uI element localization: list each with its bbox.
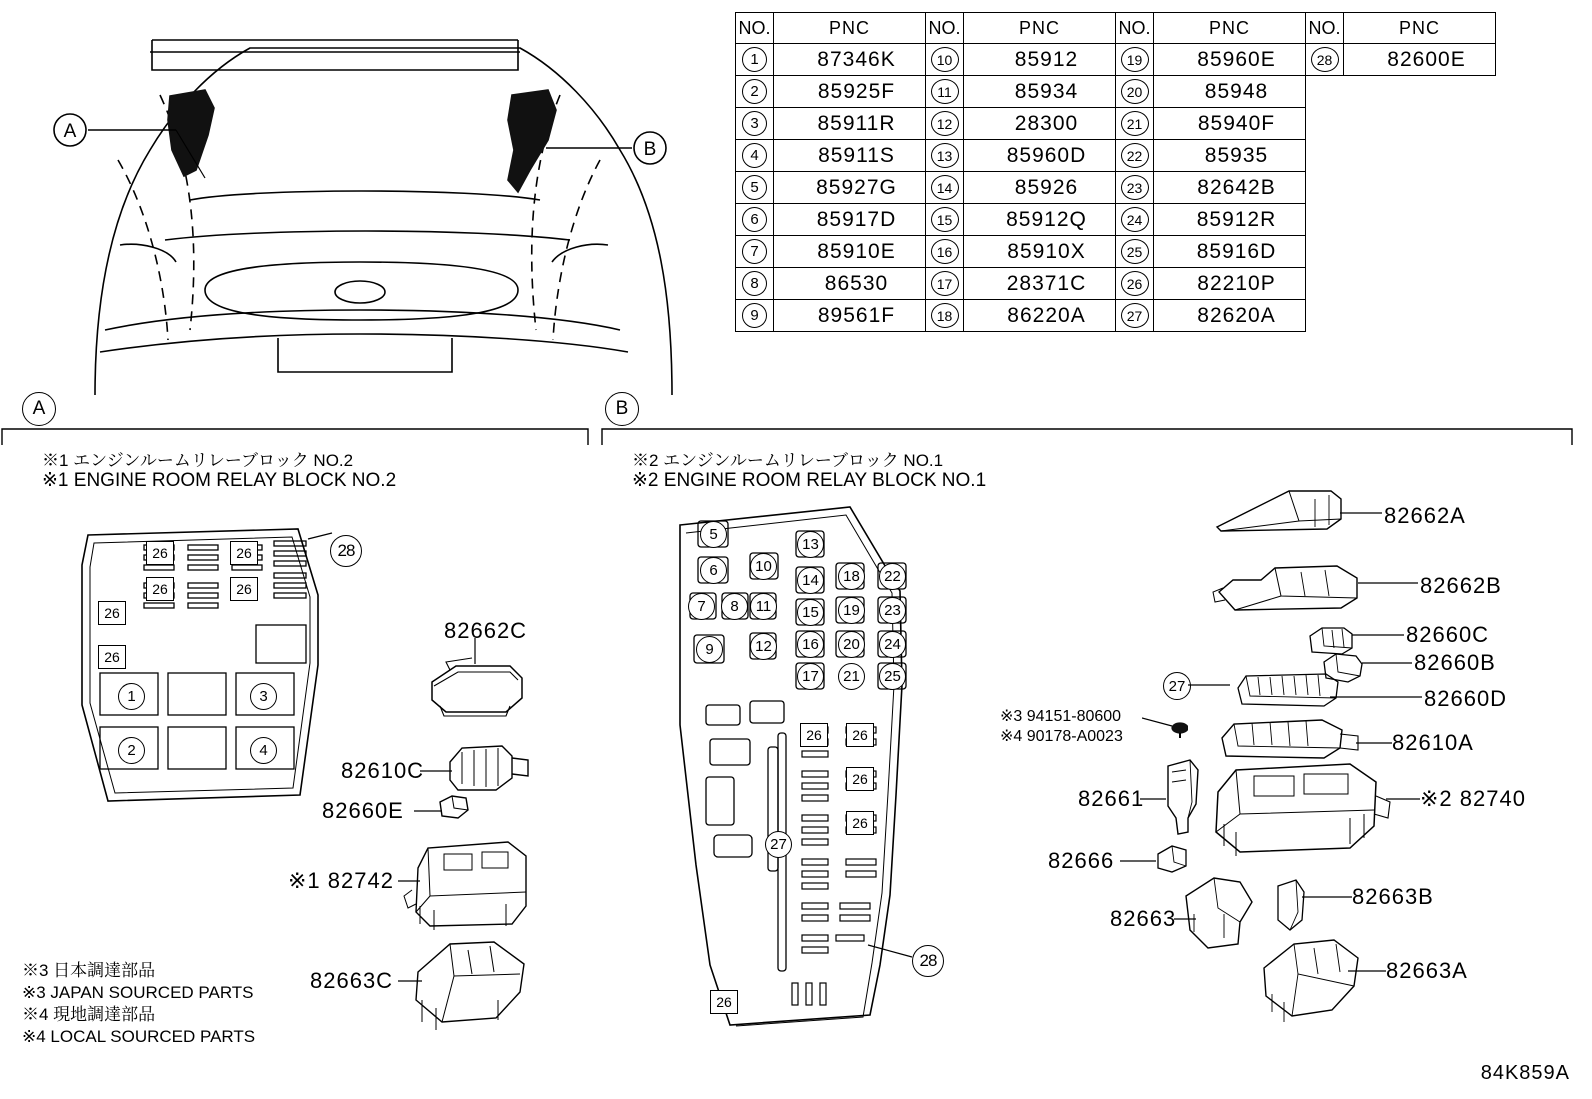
cell-no	[1116, 108, 1154, 140]
block-b-num-26d: 26	[846, 811, 874, 835]
block-b-num-22: 22	[879, 563, 906, 590]
cell-pnc: 85934	[964, 76, 1116, 108]
block-b-num-5: 5	[700, 521, 727, 548]
block-a-num-1: 1	[118, 683, 145, 710]
block-b-num-9: 9	[696, 636, 723, 663]
item-number: 8	[742, 271, 767, 296]
cell-pnc: 85917D	[774, 204, 926, 236]
block-b-num-18: 18	[838, 563, 865, 590]
item-number: 12	[931, 111, 959, 136]
cell-pnc: 85911S	[774, 140, 926, 172]
table-header-row	[736, 13, 1496, 44]
block-b-num-15: 15	[797, 599, 824, 626]
cell-no	[926, 268, 964, 300]
table-row	[736, 44, 1496, 76]
cell-pnc: 85910X	[964, 236, 1116, 268]
cell-pnc: 85925F	[774, 76, 926, 108]
cell-empty	[1344, 300, 1496, 332]
block-b-num-23: 23	[879, 597, 906, 624]
header-no-3: NO.	[1116, 13, 1154, 44]
note-4-en: ※4 LOCAL SOURCED PARTS	[22, 1027, 256, 1046]
header-pnc-3: PNC	[1154, 13, 1306, 44]
cell-no	[1116, 268, 1154, 300]
part-label-82663A: 82663A	[1386, 958, 1468, 983]
block-a-num-26b: 26	[230, 541, 258, 565]
item-number: 11	[931, 79, 959, 104]
block-b-num-26e: 26	[710, 990, 738, 1014]
cell-no	[736, 108, 774, 140]
part-82662B-drawing	[1205, 558, 1385, 618]
cell-empty	[1306, 172, 1344, 204]
cell-pnc: 82210P	[1154, 268, 1306, 300]
cell-no	[926, 140, 964, 172]
table-row	[736, 204, 1496, 236]
cell-pnc: 85935	[1154, 140, 1306, 172]
cell-pnc: 85960E	[1154, 44, 1306, 76]
note-3-jp: ※3 日本調達部品	[22, 961, 156, 980]
block-a-num-26a: 26	[146, 541, 174, 565]
part-label-82660D: 82660D	[1424, 686, 1508, 711]
cell-pnc: 85910E	[774, 236, 926, 268]
table-row	[736, 76, 1496, 108]
block-a-num-26c: 26	[146, 577, 174, 601]
cell-no	[736, 44, 774, 76]
block-b-num-26c: 26	[846, 767, 874, 791]
block-b-num-7: 7	[688, 593, 715, 620]
vehicle-front-view	[0, 0, 720, 400]
section-a-title-jp: ※1 エンジンルームリレーブロック NO.2	[42, 451, 354, 470]
cell-empty	[1344, 108, 1496, 140]
cell-no	[1116, 140, 1154, 172]
table-body	[736, 44, 1496, 332]
section-a-bracket	[0, 425, 600, 445]
item-number: 23	[1121, 175, 1149, 200]
svg-text:B: B	[643, 139, 657, 160]
cell-pnc: 85912R	[1154, 204, 1306, 236]
cell-pnc: 89561F	[774, 300, 926, 332]
item-number: 7	[742, 239, 767, 264]
part-label-82660B: 82660B	[1414, 650, 1496, 675]
cell-empty	[1306, 300, 1344, 332]
part-label-82610A: 82610A	[1392, 730, 1474, 755]
item-number: 10	[931, 47, 959, 72]
item-number: 2	[742, 79, 767, 104]
header-pnc-2: PNC	[964, 13, 1116, 44]
table-row	[736, 108, 1496, 140]
item-number: 15	[931, 207, 959, 232]
cell-pnc: 28371C	[964, 268, 1116, 300]
cell-empty	[1344, 204, 1496, 236]
part-num-27-circle: 27	[1163, 672, 1191, 700]
parts-number-table	[735, 12, 1496, 332]
cell-no	[926, 300, 964, 332]
cell-pnc: 85948	[1154, 76, 1306, 108]
cell-empty	[1344, 236, 1496, 268]
cell-empty	[1306, 204, 1344, 236]
table-row	[736, 300, 1496, 332]
cell-no	[1116, 76, 1154, 108]
block-b-num-6: 6	[700, 557, 727, 584]
block-b-num-20: 20	[838, 631, 865, 658]
cell-no	[1116, 236, 1154, 268]
cell-pnc: 28300	[964, 108, 1116, 140]
item-number: 19	[1121, 47, 1149, 72]
cell-empty	[1306, 76, 1344, 108]
cell-empty	[1344, 172, 1496, 204]
cell-pnc: 85926	[964, 172, 1116, 204]
section-b-label-circle	[605, 392, 639, 426]
diagram-code: 84K859A	[1480, 1062, 1570, 1084]
cell-no	[736, 140, 774, 172]
part-label-82663B: 82663B	[1352, 884, 1434, 909]
item-number: 27	[1121, 303, 1149, 328]
block-a-num-26e: 26	[98, 601, 126, 625]
item-number: 26	[1121, 271, 1149, 296]
cell-empty	[1344, 268, 1496, 300]
part-label-82662B: 82662B	[1420, 573, 1502, 598]
cell-no	[926, 236, 964, 268]
part-82740-drawing	[1200, 752, 1400, 862]
cell-no	[736, 172, 774, 204]
part-label-90178: ※4 90178-A0023	[1000, 728, 1123, 745]
item-number: 6	[742, 207, 767, 232]
cell-pnc: 86220A	[964, 300, 1116, 332]
item-number: 3	[742, 111, 767, 136]
section-b-letter: B	[605, 392, 639, 426]
item-number: 17	[931, 271, 959, 296]
cell-pnc: 85927G	[774, 172, 926, 204]
cell-no	[926, 108, 964, 140]
cell-pnc: 85960D	[964, 140, 1116, 172]
item-number: 9	[742, 303, 767, 328]
block-b-num-11: 11	[750, 593, 777, 620]
cell-pnc: 86530	[774, 268, 926, 300]
item-number: 1	[742, 47, 767, 72]
cell-empty	[1306, 108, 1344, 140]
block-a-num-26f: 26	[98, 645, 126, 669]
section-a-label-circle	[22, 392, 56, 426]
block-b-num-12: 12	[750, 633, 777, 660]
block-b-num-26a: 26	[800, 723, 828, 747]
section-a-letter: A	[22, 392, 56, 426]
cell-pnc: 82600E	[1344, 44, 1496, 76]
cell-pnc: 85912Q	[964, 204, 1116, 236]
cell-pnc: 85912	[964, 44, 1116, 76]
item-number: 5	[742, 175, 767, 200]
cell-no	[736, 268, 774, 300]
part-label-82666: 82666	[1048, 848, 1115, 873]
item-number: 22	[1121, 143, 1149, 168]
block-b-num-26b: 26	[846, 723, 874, 747]
cell-no	[926, 44, 964, 76]
section-b-title-en: ※2 ENGINE ROOM RELAY BLOCK NO.1	[632, 470, 987, 491]
block-b-num-16: 16	[797, 631, 824, 658]
item-number: 24	[1121, 207, 1149, 232]
cell-no	[736, 76, 774, 108]
block-b-num-17: 17	[797, 663, 824, 690]
section-b-bracket	[600, 425, 1580, 445]
block-a-num-3: 3	[250, 683, 277, 710]
relay-block-a-drawing	[60, 505, 360, 825]
block-a-num-2: 2	[118, 737, 145, 764]
cell-pnc: 85916D	[1154, 236, 1306, 268]
section-a-title-en: ※1 ENGINE ROOM RELAY BLOCK NO.2	[42, 470, 397, 491]
part-82663A-drawing	[1248, 928, 1398, 1028]
block-b-num-19: 19	[838, 597, 865, 624]
cell-pnc: 87346K	[774, 44, 926, 76]
item-number: 21	[1121, 111, 1149, 136]
part-label-94151: ※3 94151-80600	[1000, 708, 1122, 725]
block-b-num-28: 28	[912, 945, 944, 977]
cell-pnc: 85940F	[1154, 108, 1306, 140]
block-b-num-14: 14	[797, 567, 824, 594]
cell-no	[926, 76, 964, 108]
cell-no	[926, 172, 964, 204]
note-3-en: ※3 JAPAN SOURCED PARTS	[22, 983, 254, 1002]
item-number: 28	[1311, 47, 1339, 72]
cell-empty	[1344, 140, 1496, 172]
header-pnc-1: PNC	[774, 13, 926, 44]
table-row	[736, 268, 1496, 300]
block-a-num-26d: 26	[230, 577, 258, 601]
item-number: 13	[931, 143, 959, 168]
part-label-82662A: 82662A	[1384, 503, 1466, 528]
item-number: 4	[742, 143, 767, 168]
relay-block-b-drawing	[650, 495, 980, 1040]
table-row	[736, 140, 1496, 172]
section-b-title-jp: ※2 エンジンルームリレーブロック NO.1	[632, 451, 944, 470]
part-label-82663: 82663	[1110, 906, 1177, 931]
cell-no	[736, 300, 774, 332]
table-row	[736, 172, 1496, 204]
part-82742-drawing	[400, 830, 560, 940]
part-label-82662C: 82662C	[444, 618, 528, 643]
cell-no	[1116, 300, 1154, 332]
cell-no	[926, 204, 964, 236]
item-number: 16	[931, 239, 959, 264]
cell-pnc: 82620A	[1154, 300, 1306, 332]
block-b-num-27: 27	[765, 831, 792, 858]
block-a-num-28: 28	[330, 535, 362, 567]
part-label-82740: ※2 82740	[1420, 786, 1526, 811]
block-a-num-4: 4	[250, 737, 277, 764]
part-label-82610C: 82610C	[341, 758, 425, 783]
cell-empty	[1306, 140, 1344, 172]
block-b-num-10: 10	[750, 553, 777, 580]
header-no-2: NO.	[926, 13, 964, 44]
table-row	[736, 236, 1496, 268]
cell-empty	[1306, 236, 1344, 268]
cell-no	[1116, 172, 1154, 204]
cell-no	[1116, 44, 1154, 76]
block-b-num-21: 21	[838, 663, 865, 690]
header-no-4: NO.	[1306, 13, 1344, 44]
item-number: 25	[1121, 239, 1149, 264]
part-label-82742: ※1 82742	[288, 868, 394, 893]
cell-no	[1116, 204, 1154, 236]
cell-no	[736, 204, 774, 236]
part-label-82661: 82661	[1078, 786, 1145, 811]
note-4-jp: ※4 現地調達部品	[22, 1005, 156, 1024]
cell-pnc: 85911R	[774, 108, 926, 140]
part-label-82660C: 82660C	[1406, 622, 1490, 647]
cell-empty	[1306, 268, 1344, 300]
item-number: 20	[1121, 79, 1149, 104]
header-no-1: NO.	[736, 13, 774, 44]
item-number: 14	[931, 175, 959, 200]
cell-empty	[1344, 76, 1496, 108]
block-b-num-13: 13	[797, 531, 824, 558]
item-number: 18	[931, 303, 959, 328]
svg-text:A: A	[63, 121, 77, 142]
header-pnc-4: PNC	[1344, 13, 1496, 44]
part-label-82663C: 82663C	[310, 968, 394, 993]
cell-no	[736, 236, 774, 268]
block-b-num-24: 24	[879, 631, 906, 658]
block-b-num-8: 8	[721, 593, 748, 620]
cell-no	[1306, 44, 1344, 76]
part-label-82660E: 82660E	[322, 798, 404, 823]
block-b-num-25: 25	[879, 663, 906, 690]
cell-pnc: 82642B	[1154, 172, 1306, 204]
